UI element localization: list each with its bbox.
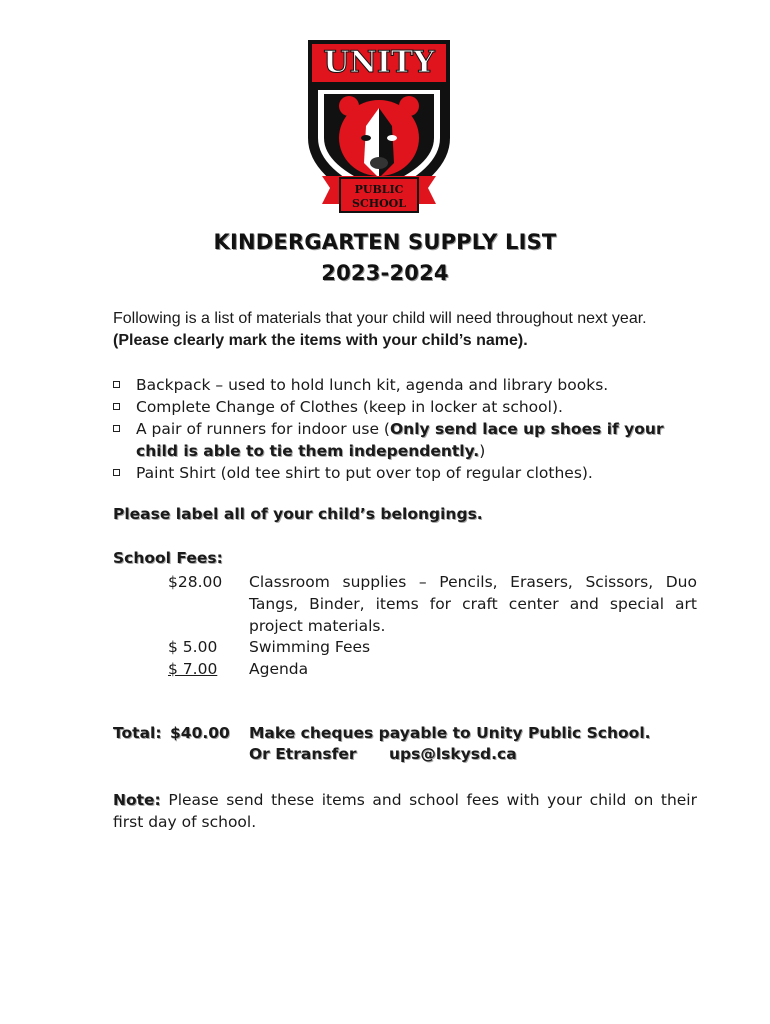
fee-description: Swimming Fees <box>249 638 371 656</box>
supply-item-text: Complete Change of Clothes (keep in locker at school). <box>136 398 563 416</box>
square-bullet-icon <box>113 469 120 476</box>
intro-text: Following is a list of materials that your child will need throughout next year. <box>113 310 647 327</box>
label-notice: Please label all of your child’s belongings. <box>113 505 483 523</box>
square-bullet-icon <box>113 403 120 410</box>
logo-bottom-text-2: SCHOOL <box>352 197 406 210</box>
school-year: 2023-2024 <box>321 261 449 285</box>
fee-amount: $28.00 <box>168 573 223 591</box>
page-title: KINDERGARTEN SUPPLY LIST <box>213 230 557 254</box>
fees-heading: School Fees: <box>113 549 223 567</box>
total-amount: $40.00 <box>170 724 230 742</box>
total-label: Total: <box>113 724 162 742</box>
note-label: Note: <box>113 791 161 809</box>
intro-bold-instruction: (Please clearly mark the items with your child’s name). <box>113 332 528 349</box>
supply-item-text: A pair of runners for indoor use ( <box>136 420 390 438</box>
logo-bottom-text-1: PUBLIC <box>354 183 404 196</box>
list-item <box>113 418 703 462</box>
fee-description: Classroom supplies – Pencils, Erasers, Scissors, Duo Tangs, Binder, items for craft center and special art project materials. <box>249 573 697 635</box>
supply-list <box>113 374 703 484</box>
intro-paragraph <box>113 308 693 352</box>
fee-amount: $ 7.00 <box>168 660 218 678</box>
etransfer-email: ups@lskysd.ca <box>389 745 517 763</box>
supply-item-tail: ) <box>479 442 486 460</box>
square-bullet-icon <box>113 381 120 388</box>
supply-item-bold-note: Only send lace up shoes if your child is able to tie them independently. <box>136 420 664 460</box>
note-paragraph <box>113 789 697 833</box>
supply-item-text: Backpack – used to hold lunch kit, agenda and library books. <box>136 376 609 394</box>
unity-school-logo <box>304 38 454 216</box>
list-item <box>113 462 703 484</box>
note-text: Please send these items and school fees with your child on their first day of school. <box>113 791 697 831</box>
list-item <box>113 396 703 418</box>
fee-amount: $ 5.00 <box>168 638 218 656</box>
etransfer-label: Or Etransfer <box>249 745 357 763</box>
square-bullet-icon <box>113 425 120 432</box>
payable-instruction: Make cheques payable to Unity Public School. <box>249 724 651 742</box>
list-item <box>113 374 703 396</box>
fee-description: Agenda <box>249 660 309 678</box>
logo-banner-text: UNITY <box>323 45 435 80</box>
supply-item-text: Paint Shirt (old tee shirt to put over top of regular clothes). <box>136 464 593 482</box>
